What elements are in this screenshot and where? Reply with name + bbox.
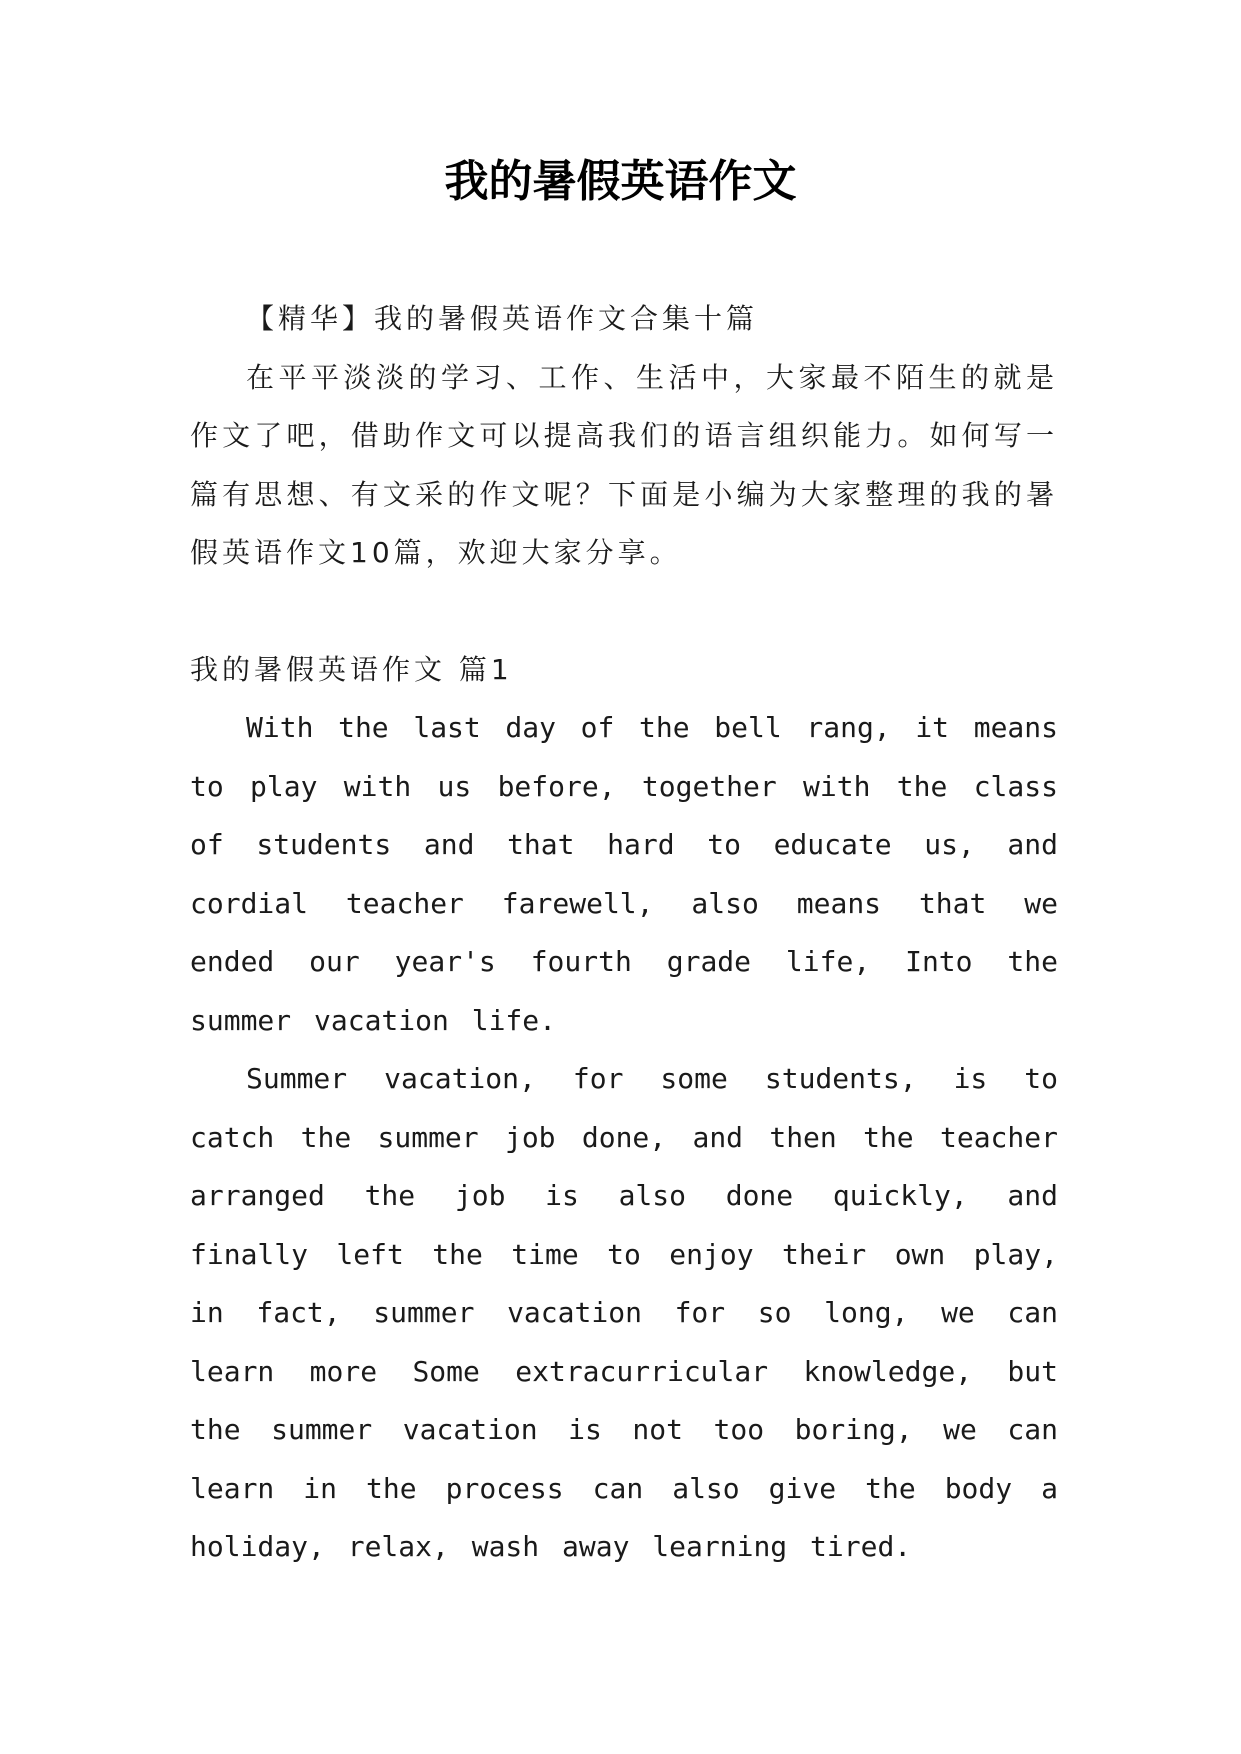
spacer xyxy=(190,583,1058,641)
essay-paragraph-1: With the last day of the bell rang, it means to play with us before, together with the class of students and that hard to educate us, and cordial teacher farewell, also means that we ended our year's fourth grade life, Into the summer vacation life. xyxy=(190,711,1058,1037)
document-title: 我的暑假英语作文 xyxy=(444,156,797,207)
document-subtitle: 【精华】我的暑假英语作文合集十篇 xyxy=(246,302,759,335)
document-body xyxy=(190,290,1058,1577)
intro-paragraph: 在平平淡淡的学习、工作、生活中，大家最不陌生的就是作文了吧，借助作文可以提高我们的语言组织能力。如何写一篇有思想、有文采的作文呢？下面是小编为大家整理的我的暑假英语作文10篇，欢迎大家分享。 xyxy=(190,360,1058,569)
essay-paragraph-2: Summer vacation, for some students, is to catch the summer job done, and then the teacher arranged the job is also done quickly, and finally left the time to enjoy their own play, in fact, summer vacation for so long, we can learn more Some extracurricular knowledge, but the summer vacation is not too boring, we can learn in the process can also give the body a holiday, relax, wash away learning tired. xyxy=(190,1062,1058,1563)
section-heading: 我的暑假英语作文 篇1 xyxy=(190,652,513,686)
